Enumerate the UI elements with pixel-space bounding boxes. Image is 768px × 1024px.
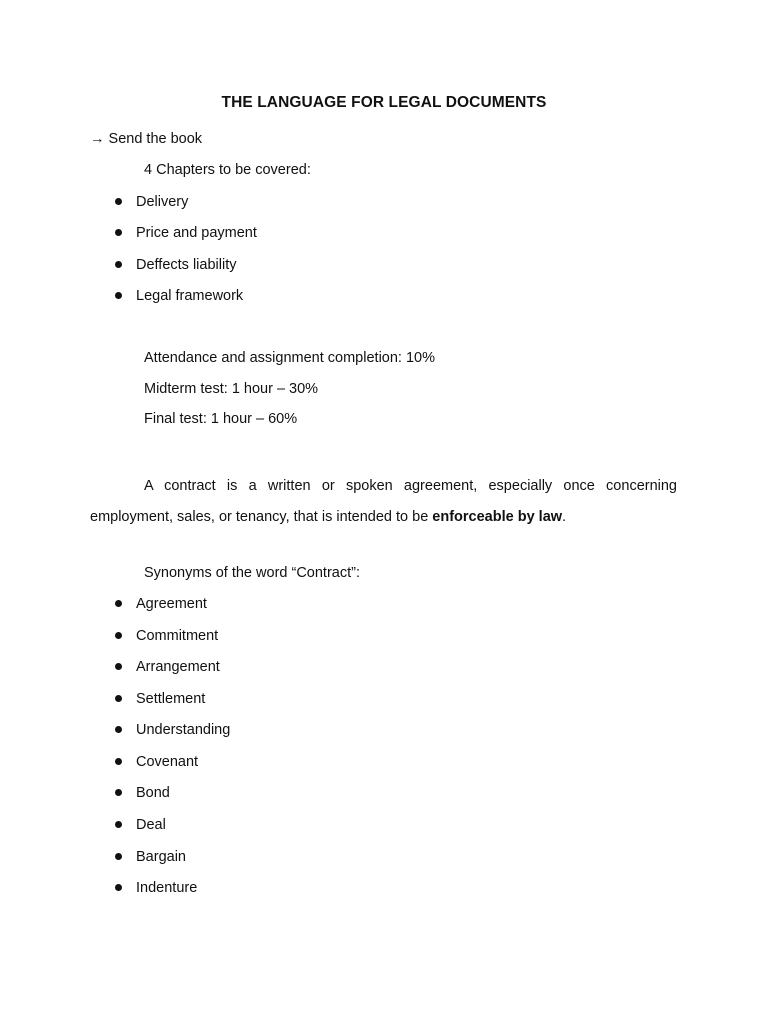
synonym-label: Settlement (136, 691, 206, 707)
bullet-icon (115, 758, 122, 765)
chapters-intro: 4 Chapters to be covered: (144, 162, 311, 178)
list-item (0, 192, 768, 212)
synonym-label: Deal (136, 817, 166, 833)
list-item (0, 689, 768, 709)
bullet-icon (115, 261, 122, 268)
bullet-icon (115, 884, 122, 891)
synonym-label: Bond (136, 785, 170, 801)
synonym-label: Agreement (136, 596, 207, 612)
bullet-icon (115, 632, 122, 639)
definition-emphasis: enforceable by law (432, 509, 563, 525)
list-item (0, 223, 768, 243)
list-item (0, 783, 768, 803)
synonym-label: Covenant (136, 754, 199, 770)
bullet-icon (115, 726, 122, 733)
bullet-icon (115, 789, 122, 796)
list-item (0, 594, 768, 614)
document-title: THE LANGUAGE FOR LEGAL DOCUMENTS (221, 94, 547, 111)
chapter-label: Price and payment (136, 225, 257, 241)
synonym-label: Indenture (136, 880, 198, 896)
synonym-label: Arrangement (136, 659, 220, 675)
list-item (0, 815, 768, 835)
bullet-icon (115, 292, 122, 299)
chapter-label: Deffects liability (136, 257, 237, 273)
definition-text: A contract is a written or spoken agreement, especially once concerning employment, sales, or tenancy, that is intended to be (90, 478, 677, 525)
chapter-label: Delivery (136, 194, 189, 210)
contract-definition (90, 471, 677, 533)
list-item (0, 752, 768, 772)
grading-final: Final test: 1 hour – 60% (144, 411, 298, 427)
chapter-label: Legal framework (136, 288, 244, 304)
list-item (0, 657, 768, 677)
bullet-icon (115, 663, 122, 670)
bullet-icon (115, 853, 122, 860)
send-book-line (90, 129, 202, 149)
list-item (0, 626, 768, 646)
synonym-label: Bargain (136, 849, 186, 865)
list-item (0, 720, 768, 740)
grading-midterm: Midterm test: 1 hour – 30% (144, 381, 319, 397)
synonyms-intro: Synonyms of the word “Contract”: (144, 565, 360, 581)
arrow-icon: → (90, 131, 105, 147)
bullet-icon (115, 600, 122, 607)
bullet-icon (115, 695, 122, 702)
bullet-icon (115, 229, 122, 236)
list-item (0, 847, 768, 867)
bullet-icon (115, 198, 122, 205)
list-item (0, 255, 768, 275)
synonym-label: Commitment (136, 628, 219, 644)
definition-end: . (562, 509, 567, 525)
list-item (0, 878, 768, 898)
send-book-text: Send the book (108, 131, 203, 147)
synonym-label: Understanding (136, 722, 231, 738)
grading-attendance: Attendance and assignment completion: 10% (144, 350, 435, 366)
list-item (0, 286, 768, 306)
bullet-icon (115, 821, 122, 828)
